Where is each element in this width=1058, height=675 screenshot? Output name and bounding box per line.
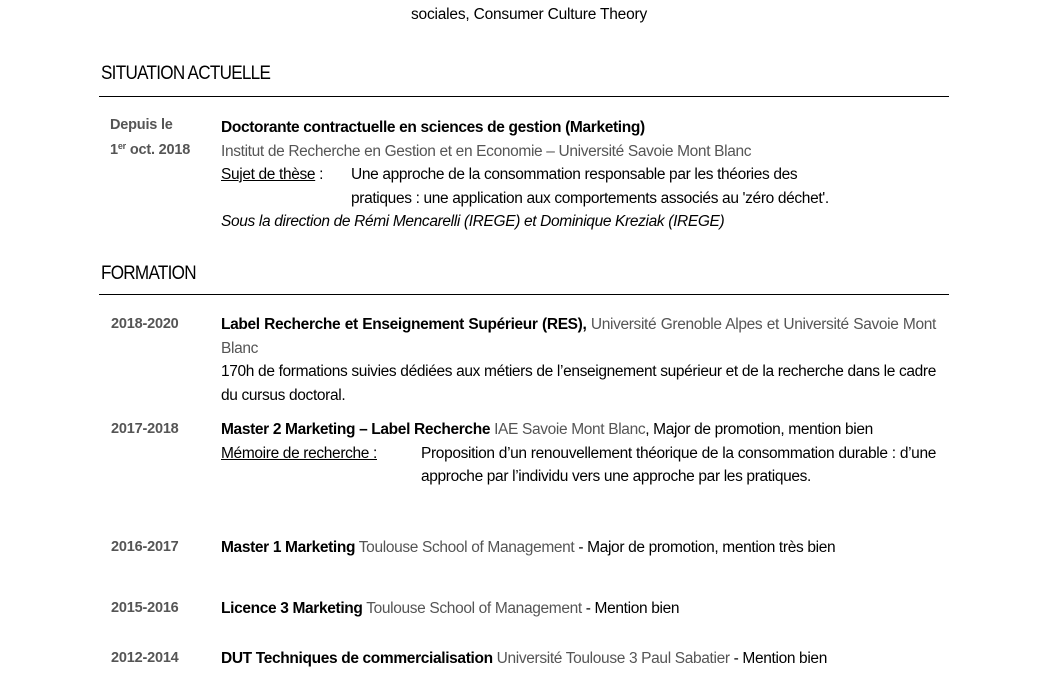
formation-date: 2017-2018 xyxy=(111,421,179,437)
thesis-subject-text-2: pratiques : une application aux comportements associés au 'zéro déchet'. xyxy=(351,189,829,207)
situation-date-line2: 1er oct. 2018 xyxy=(110,141,191,158)
formation-place: IAE Savoie Mont Blanc xyxy=(490,421,646,438)
formation-entry-m1 xyxy=(221,536,936,560)
position-title: Doctorante contractuelle en sciences de gestion (Marketing) xyxy=(221,119,645,136)
formation-title: Master 1 Marketing xyxy=(221,539,356,556)
research-interests-tail: sociales, Consumer Culture Theory xyxy=(410,6,648,23)
formation-title: Master 2 Marketing – Label Recherche xyxy=(221,421,491,438)
formation-entry-res xyxy=(221,313,936,407)
situation-date-line1: Depuis le xyxy=(110,117,173,133)
thesis-subject-text-1: Une approche de la consommation responsable par les théories des xyxy=(351,166,798,183)
formation-place: Toulouse School of Management xyxy=(355,539,575,556)
formation-place: Toulouse School of Management xyxy=(362,600,582,617)
formation-place: Université Grenoble Alpes et Université Savoie Mont Blanc xyxy=(221,316,936,357)
formation-desc: 170h de formations suivies dédiées aux métiers de l’enseignement supérieur et de la recherche dans le cadre du cursus doctoral. xyxy=(221,363,936,404)
formation-date: 2015-2016 xyxy=(111,600,179,616)
situation-entry xyxy=(221,116,936,234)
formation-title: DUT Techniques de commercialisation xyxy=(221,650,493,667)
formation-rest: - Major de promotion, mention très bien xyxy=(574,539,836,556)
formation-rest: , Major de promotion, mention bien xyxy=(645,421,873,438)
formation-title: Licence 3 Marketing xyxy=(221,600,363,617)
section-rule-situation xyxy=(99,96,949,97)
formation-rest: - Mention bien xyxy=(729,650,827,667)
formation-rest: - Mention bien xyxy=(581,600,680,617)
formation-date: 2016-2017 xyxy=(111,539,179,555)
thesis-subject-label: Sujet de thèse xyxy=(221,166,316,183)
research-memo xyxy=(221,442,936,489)
section-rule-formation xyxy=(99,294,949,295)
formation-date: 2012-2014 xyxy=(111,650,179,666)
thesis-subject: Sujet de thèse : Une approche de la consommation responsable par les théories des xyxy=(221,163,936,187)
formation-entry-dut xyxy=(221,647,936,671)
section-title-formation: FORMATION xyxy=(101,263,196,284)
formation-entry-m2 xyxy=(221,418,936,489)
formation-date: 2018-2020 xyxy=(111,316,179,332)
research-memo-label: Mémoire de recherche : xyxy=(221,444,377,462)
formation-place: Université Toulouse 3 Paul Sabatier xyxy=(492,650,730,667)
section-title-situation: SITUATION ACTUELLE xyxy=(101,63,271,84)
institute: Institut de Recherche en Gestion et en Economie – Université Savoie Mont Blanc xyxy=(221,142,752,160)
formation-entry-l3 xyxy=(221,597,936,621)
formation-title: Label Recherche et Enseignement Supérieur (RES), xyxy=(221,316,587,333)
thesis-direction: Sous la direction de Rémi Mencarelli (IREGE) et Dominique Kreziak (IREGE) xyxy=(221,213,725,230)
research-memo-text: Proposition d’un renouvellement théorique de la consommation durable : d’une approche par l’individu vers une approche par les pratiques. xyxy=(421,444,936,485)
